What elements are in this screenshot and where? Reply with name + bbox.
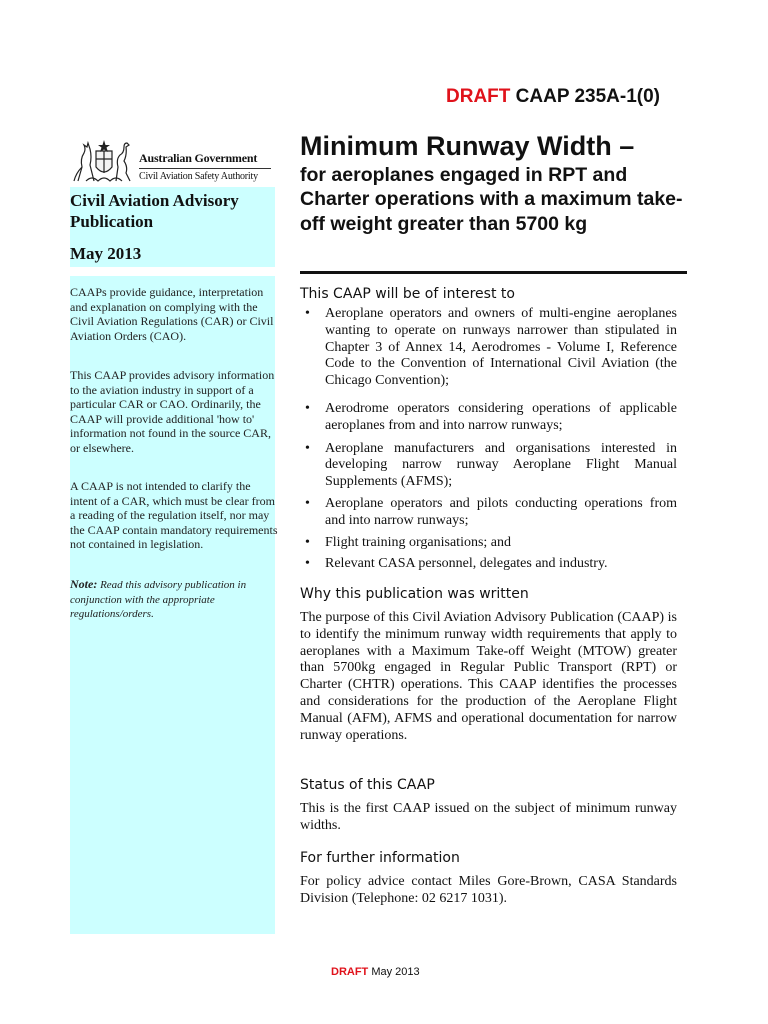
section-text-why: The purpose of this Civil Aviation Advisory Publication (CAAP) is to identify the minimum runway width requirements that apply to aeroplanes with a Maximum Take-off Weight (MTOW) greater than 5700kg engaged in Regular Public Transport (RPT) or Charter (CHTR) operations. This CAAP identifies the processes and considerations for the production of the Aeroplane Flight Manual (AFM), AFMS and operational documentation for narrow runway operations. xyxy=(300,610,677,743)
list-item-text: Aeroplane manufacturers and organisations interested in developing narrow runway Aeroplane Flight Manual Supplements (AFMS); xyxy=(325,440,677,490)
bullet-marker: • xyxy=(305,534,310,550)
list-item xyxy=(300,535,677,552)
section-text-status: This is the first CAAP issued on the subject of minimum runway widths. xyxy=(300,801,677,833)
list-item xyxy=(300,496,677,530)
section-heading-why: Why this publication was written xyxy=(300,586,529,602)
list-item-text: Aeroplane operators and pilots conducting operations from and into narrow runways; xyxy=(325,495,677,528)
footer-date: May 2013 xyxy=(371,966,420,978)
logo-line-government: Australian Government xyxy=(139,151,258,165)
note-text: Read this advisory publication in conjunction with the appropriate regulations/orders. xyxy=(70,579,247,621)
section-text-further: For policy advice contact Miles Gore-Brown, CASA Standards Division (Telephone: 02 6217 1031). xyxy=(300,874,677,906)
list-item xyxy=(300,441,677,491)
page-subtitle: for aeroplanes engaged in RPT and Charter operations with a maximum take-off weight greater than 5700 kg xyxy=(300,164,683,235)
publication-type: Civil Aviation Advisory Publication xyxy=(70,191,239,231)
logo-line-authority: Civil Aviation Safety Authority xyxy=(139,171,258,182)
bullet-marker: • xyxy=(305,556,310,572)
page-footer xyxy=(331,966,420,978)
logo-divider xyxy=(139,168,271,169)
sidebar-body xyxy=(70,276,278,934)
sidebar-paragraph: This CAAP provides advisory information to the aviation industry in support of a particular CAR or CAO. Ordinarily, the CAAP will provide additional 'how to' information not found in the source CAR, or elsewhere. xyxy=(70,368,275,455)
bullet-marker: • xyxy=(305,400,310,416)
list-item xyxy=(300,556,677,573)
section-heading-interest: This CAAP will be of interest to xyxy=(300,286,515,302)
list-item-text: Aeroplane operators and owners of multi-engine aeroplanes wanting to operate on runways narrower than stipulated in Chapter 3 of Annex 14, Aerodromes - Volume I, Reference Code to the Convention of International Civil Aviation (the Chicago Convention); xyxy=(325,306,677,389)
sidebar-note xyxy=(70,577,278,622)
footer-draft-label: DRAFT xyxy=(331,966,369,978)
list-item-text: Relevant CASA personnel, delegates and industry. xyxy=(325,556,608,572)
sidebar-paragraph: A CAAP is not intended to clarify the intent of a CAR, which must be clear from a reading of the regulation itself, nor may the CAAP contain mandatory requirements not contained in legislation. xyxy=(70,479,278,552)
list-item xyxy=(300,401,677,435)
sidebar-paragraph: CAAPs provide guidance, interpretation and explanation on complying with the Civil Aviation Regulations (CAR) or Civil Aviation Orders (CAO). xyxy=(70,285,274,343)
bullet-marker: • xyxy=(305,440,310,456)
section-heading-further: For further information xyxy=(300,850,460,866)
draft-label: DRAFT xyxy=(446,86,511,107)
australian-coat-of-arms-icon xyxy=(72,137,136,185)
page-title: Minimum Runway Width – xyxy=(300,131,635,161)
document-reference xyxy=(446,86,660,108)
bullet-marker: • xyxy=(305,495,310,511)
publication-date: May 2013 xyxy=(70,244,142,263)
document-number: CAAP 235A-1(0) xyxy=(515,86,660,107)
title-divider xyxy=(300,271,687,274)
bullet-marker: • xyxy=(305,306,310,321)
sidebar-header xyxy=(70,187,275,267)
note-label: Note: xyxy=(70,577,98,591)
logo-text xyxy=(139,151,271,182)
interest-list xyxy=(300,306,677,573)
list-item-text: Aerodrome operators considering operations of applicable aeroplanes from and into narrow runways; xyxy=(325,400,677,433)
section-heading-status: Status of this CAAP xyxy=(300,777,435,793)
list-item xyxy=(300,306,677,390)
list-item-text: Flight training organisations; and xyxy=(325,534,512,550)
